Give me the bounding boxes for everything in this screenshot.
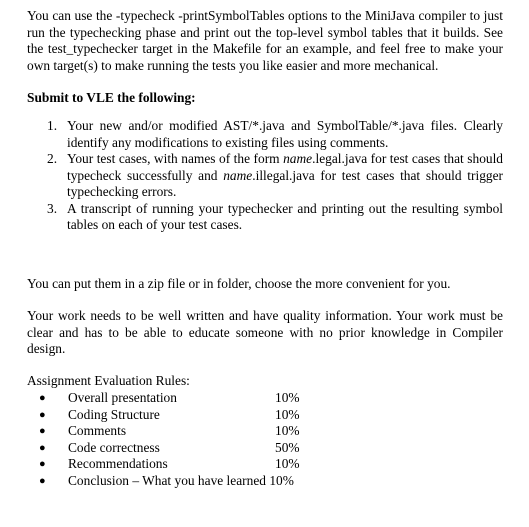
rules-heading: Assignment Evaluation Rules: bbox=[27, 373, 190, 388]
requirement-text bbox=[67, 151, 503, 199]
rule-name: Coding Structure bbox=[68, 406, 160, 422]
bullet-icon: ● bbox=[39, 474, 46, 487]
requirement-number: 2. bbox=[47, 151, 58, 166]
requirement-text-part: Your test cases, with names of the form bbox=[67, 151, 284, 166]
rule-item bbox=[27, 423, 327, 440]
bullet-icon: ● bbox=[39, 408, 46, 421]
bullet-icon: ● bbox=[39, 425, 46, 437]
rule-line bbox=[68, 473, 294, 490]
rule-name: Comments bbox=[68, 423, 127, 438]
rule-percent: 10% bbox=[275, 456, 300, 471]
rule-item bbox=[27, 473, 327, 490]
submit-heading: Submit to VLE the following: bbox=[27, 90, 196, 105]
requirement-item-3 bbox=[27, 201, 503, 234]
rule-name: Overall presentation bbox=[68, 390, 177, 405]
rule-name: Conclusion – What you have learned bbox=[68, 472, 266, 488]
rule-percent: 10% bbox=[275, 390, 300, 405]
zip-note: You can put them in a zip file or in folder, choose the more convenient for you. bbox=[27, 276, 451, 291]
rule-name: Code correctness bbox=[68, 439, 160, 455]
requirement-text: A transcript of running your typechecker and printing out the resulting symbol tables on each of your test cases. bbox=[67, 200, 503, 232]
rule-name: Recommendations bbox=[68, 456, 168, 471]
requirement-text: Your new and/or modified AST/*.java and SymbolTable/*.java files. Clearly identify any modifications to existing files using comments. bbox=[67, 118, 503, 150]
rule-item bbox=[27, 390, 327, 407]
rule-percent: 10% bbox=[275, 423, 300, 438]
requirement-italic-name: name bbox=[223, 167, 253, 183]
bullet-icon: ● bbox=[39, 441, 46, 454]
requirement-number: 3. bbox=[47, 200, 58, 216]
rule-item bbox=[27, 407, 327, 424]
requirement-text-part: .legal.java for test cases that should typecheck successfully and bbox=[67, 151, 504, 183]
rule-percent: 50% bbox=[275, 439, 300, 455]
rule-item bbox=[27, 440, 327, 457]
intro-paragraph: You can use the -typecheck -printSymbolTables options to the MiniJava compiler to just run the typechecking phase and print out the top-level symbol tables that it builds. See the test_typechecker target in the Makefile for an example, and feel free to make your own target(s) to make running the tests you like easier and more mechanical. bbox=[27, 8, 503, 73]
rule-percent: 10% bbox=[275, 406, 300, 422]
bullet-icon: ● bbox=[39, 458, 46, 470]
requirement-italic-name: name bbox=[283, 151, 313, 166]
requirements-list bbox=[27, 118, 503, 234]
bullet-icon: ● bbox=[39, 392, 46, 404]
rule-percent: 10% bbox=[269, 472, 294, 488]
evaluation-rules-list bbox=[27, 390, 327, 489]
requirement-text-part: .illegal.java for test cases that should trigger typechecking errors. bbox=[67, 167, 503, 199]
requirement-number: 1. bbox=[47, 118, 58, 133]
requirement-item-1 bbox=[27, 118, 503, 151]
requirement-item-2 bbox=[27, 151, 503, 201]
quality-paragraph: Your work needs to be well written and have quality information. Your work must be clear and has to be able to educate someone with no prior knowledge in Compiler design. bbox=[27, 308, 503, 356]
rule-item bbox=[27, 456, 327, 473]
